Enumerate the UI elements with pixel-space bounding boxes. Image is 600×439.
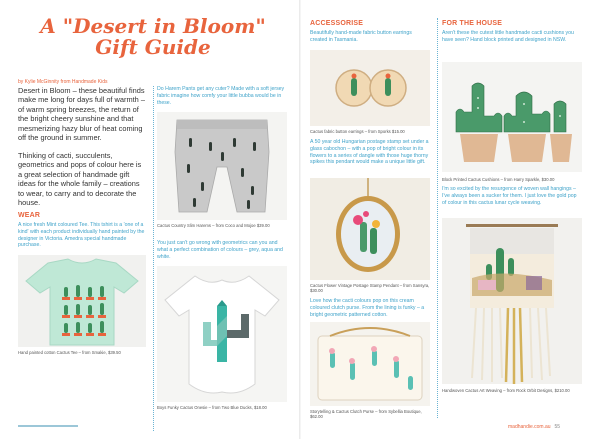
- byline: by Kylie McGinnity from Handmade Kids: [18, 79, 108, 85]
- pendant-photo: [310, 178, 430, 280]
- onesie-description: You just can't go wrong with geometrics can you and what a perfect combination of colours – grey, aqua and white.: [157, 240, 283, 260]
- page-title: [18, 16, 288, 58]
- cactus-cushions-photo: [442, 62, 582, 172]
- tee-description: A nice fresh Mint coloured Tee. This tshirt is a 'one of a kind' with each product individually hand painted by the designer in Victoria. Amedra special handmade purchase.: [18, 222, 145, 249]
- section-house-heading: FOR THE HOUSE: [442, 20, 503, 27]
- onesie-caption: Boys Funky Cactus Onesie – from Two Blue Ducks, $18.00: [157, 405, 267, 410]
- earrings-description: Beautifully hand-made fabric button earrings created in Tasmania.: [310, 30, 412, 43]
- harem-pants-photo: [157, 112, 287, 220]
- harem-caption: Cactus Country Slim Harems – from Coco and Mojoe $39.00: [157, 223, 270, 228]
- title-line-2: Gift Guide: [95, 35, 211, 59]
- intro-paragraph-1: Desert in Bloom – these beautiful finds make me long for days full of warmth – of warm spring breezes, the return of the bright cheery sunshine and that mesmerizing hazy blur of heat coming off the ground in summer.: [18, 86, 145, 143]
- footer-right: [508, 424, 560, 430]
- title-line-1: A "Desert in Bloom": [40, 14, 266, 38]
- pendant-caption: Cactus Flower Vintage Postage Stamp Pendant – from Sansyra, $30.00: [310, 283, 430, 294]
- earrings-caption: Cactus fabric button earrings – from Sporks $15.00: [310, 129, 405, 134]
- page-number: 55: [554, 424, 561, 430]
- cushions-caption: Block Printed Cactus Cushions – from Harry Sparkle, $30.00: [442, 177, 555, 182]
- purse-caption: Storytelling & Cactus Clutch Purse – from Sybellia Boutique, $62.00: [310, 409, 422, 420]
- intro-paragraph-2: Thinking of cacti, succulents, geometrics and pops of colour here is a great selection of handmade gift ideas for the whole family – creations to wear, to carry and to decorate the house.: [18, 150, 142, 208]
- cactus-weaving-photo: [442, 218, 582, 384]
- tee-caption: Hand painted cotton Cactus Tee – from Smakie, $39.50: [18, 350, 121, 355]
- purse-photo: [310, 322, 430, 406]
- mint-tee-photo: [18, 255, 146, 347]
- section-wear-heading: WEAR: [18, 212, 41, 219]
- pendant-description: A 50 year old Hungarian postage stamp set under a glass cabochon – with a pop of bright colour in its flowers to a series of dangle with those huge thorny spikes this pendant would make a unique little gift.: [310, 139, 429, 166]
- cushions-description: Aren't these the cutest little handmade cacti cushions you have seen? Hand block printed and designed in NSW.: [442, 30, 574, 43]
- page-gutter: [299, 0, 301, 439]
- intro-text: [18, 86, 145, 208]
- footer-rule-left: [18, 425, 78, 427]
- earrings-photo: [310, 50, 430, 126]
- weave-description: I'm so excited by the resurgence of woven wall hangings – I've always been a sucker for them. I just love the gold pop of colour in this cactus lunar cycle weaving.: [442, 186, 577, 206]
- cactus-onesie-photo: [157, 266, 287, 402]
- footer-site: madhandie.com.au: [508, 424, 551, 430]
- column-divider-left: [153, 86, 154, 431]
- purse-description: Love how the cacti colours pop on this cream coloured clutch purse. From the lining is funky – a bright geometric patterned cotton.: [310, 298, 425, 318]
- weave-caption: Handwoven Cactus Art Weaving – from Rock Orbit Designs, $210.00: [442, 388, 570, 393]
- column-divider-right: [437, 18, 438, 418]
- section-accessorise-heading: ACCESSORISE: [310, 20, 364, 27]
- harem-description: Do Harem Pants get any cuter? Made with a soft jersey fabric imagine how comfy your little bubba would be in these.: [157, 86, 285, 106]
